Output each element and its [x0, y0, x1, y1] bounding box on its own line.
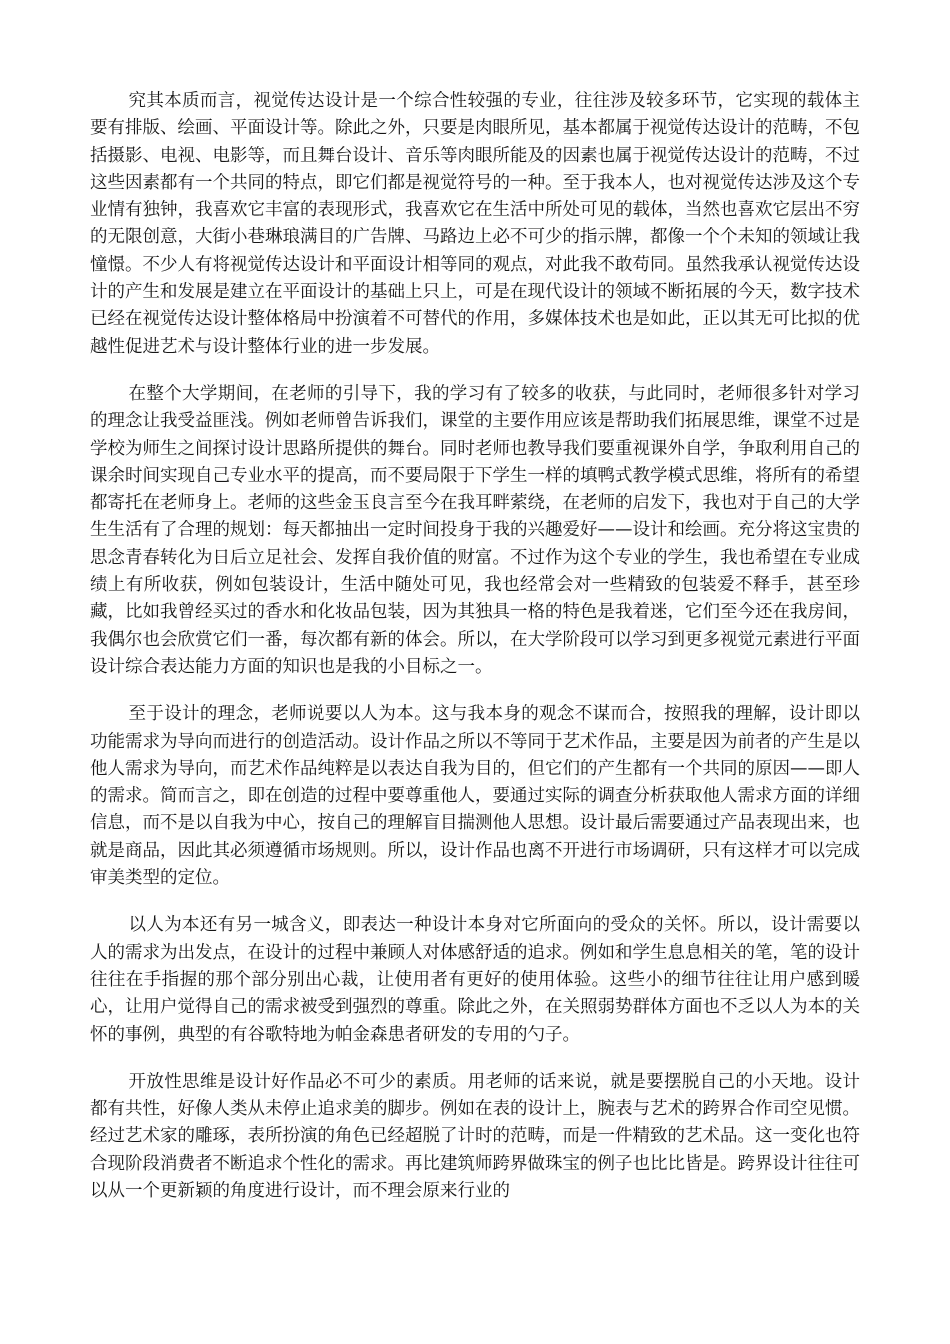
paragraph-5: 开放性思维是设计好作品必不可少的素质。用老师的话来说，就是要摆脱自己的小天地。设计都有共性，好像人类从未停止追求美的脚步。例如在表的设计上，腕表与艺术的跨界合作司空见惯。经过艺术家的雕琢，表所扮演的角色已经超脱了计时的范畴，而是一件精致的艺术品。这一变化也符合现阶段消费者不断追求个性化的需求。再比建筑师跨界做珠宝的例子也比比皆是。跨界设计往往可以从一个更新颖的角度进行设计，而不理会原来行业的: [90, 1071, 860, 1201]
paragraph-4: 以人为本还有另一城含义，即表达一种设计本身对它所面向的受众的关怀。所以，设计需要以人的需求为出发点，在设计的过程中兼顾人对体感舒适的追求。例如和学生息息相关的笔，笔的设计往往在手指握的那个部分别出心裁，让使用者有更好的使用体验。这些小的细节往往让用户感到暖心，让用户觉得自己的需求被受到强烈的尊重。除此之外，在关照弱势群体方面也不乏以人为本的关怀的事例，典型的有谷歌特地为帕金森患者研发的专用的勺子。: [90, 915, 860, 1045]
paragraph-3: 至于设计的理念，老师说要以人为本。这与我本身的观念不谋而合，按照我的理解，设计即以功能需求为导向而进行的创造活动。设计作品之所以不等同于艺术作品，主要是因为前者的产生是以他人需求为导向，而艺术作品纯粹是以表达自我为目的，但它们的产生都有一个共同的原因——即人的需求。简而言之，即在创造的过程中要尊重他人，要通过实际的调查分析获取他人需求方面的详细信息，而不是以自我为中心，按自己的理解盲目揣测他人思想。设计最后需要通过产品表现出来，也就是商品，因此其必须遵循市场规则。所以，设计作品也离不开进行市场调研，只有这样才可以完成审美类型的定位。: [90, 704, 860, 889]
paragraph-1: 究其本质而言，视觉传达设计是一个综合性较强的专业，往往涉及较多环节，它实现的载体主要有排版、绘画、平面设计等。除此之外，只要是肉眼所见，基本都属于视觉传达设计的范畴，不包括摄影、电视、电影等，而且舞台设计、音乐等肉眼所能及的因素也属于视觉传达设计的范畴，不过这些因素都有一个共同的特点，即它们都是视觉符号的一种。至于我本人，也对视觉传达涉及这个专业情有独钟，我喜欢它丰富的表现形式，我喜欢它在生活中所处可见的载体，当然也喜欢它层出不穷的无限创意，大街小巷琳琅满目的广告牌、马路边上必不可少的指示牌，都像一个个未知的领域让我憧憬。不少人有将视觉传达设计和平面设计相等同的观点，对此我不敢苟同。虽然我承认视觉传达设计的产生和发展是建立在平面设计的基础上只上，可是在现代设计的领域不断拓展的今天，数字技术已经在视觉传达设计整体格局中扮演着不可替代的作用，多媒体技术也是如此，正以其无可比拟的优越性促进艺术与设计整体行业的进一步发展。: [90, 91, 860, 357]
paragraph-2: 在整个大学期间，在老师的引导下，我的学习有了较多的收获，与此同时，老师很多针对学习的理念让我受益匪浅。例如老师曾告诉我们，课堂的主要作用应该是帮助我们拓展思维，课堂不过是学校为师生之间探讨设计思路所提供的舞台。同时老师也教导我们要重视课外自学，争取利用自己的课余时间实现自己专业水平的提高，而不要局限于下学生一样的填鸭式教学模式思维，将所有的希望都寄托在老师身上。老师的这些金玉良言至今在我耳畔萦绕，在老师的启发下，我也对于自己的大学生生活有了合理的规划：每天都抽出一定时间投身于我的兴趣爱好——设计和绘画。充分将这宝贵的思念青春转化为日后立足社会、发挥自我价值的财富。不过作为这个专业的学生，我也希望在专业成绩上有所收获，例如包装设计，生活中随处可见，我也经常会对一些精致的包装爱不释手，甚至珍藏，比如我曾经买过的香水和化妆品包装，因为其独具一格的特色是我着迷，它们至今还在我房间，我偶尔也会欣赏它们一番，每次都有新的体会。所以，在大学阶段可以学习到更多视觉元素进行平面设计综合表达能力方面的知识也是我的小目标之一。: [90, 383, 860, 677]
document-body: [90, 88, 860, 1225]
